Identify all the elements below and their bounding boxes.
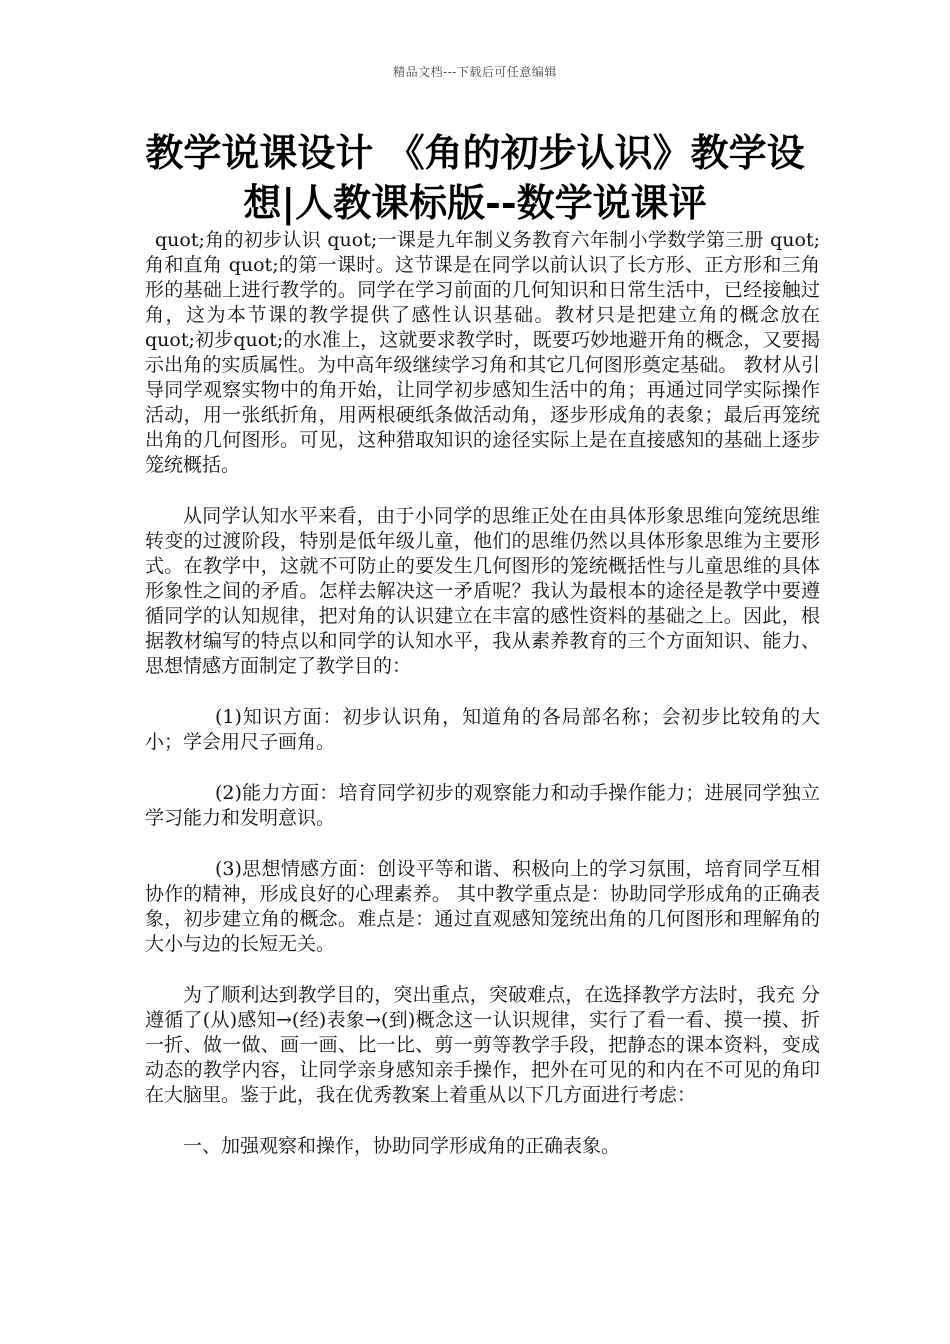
document-title: 教学说课设计 《角的初步认识》教学设想|人教课标版--数学说课评 (145, 130, 805, 225)
page-header: 精品文档---下载后可任意编辑 (393, 65, 557, 79)
paragraph-goal-knowledge: (1)知识方面：初步认识角，知道角的各局部名称；会初步比较角的大小；学会用尺子画角。 (145, 706, 820, 753)
section-heading-1: 一、加强观察和操作，协助同学形成角的正确表象。 (183, 1135, 621, 1157)
paragraph-cognition: 从同学认知水平来看，由于小同学的思维正处在由具体形象思维向笼统思维转变的过渡阶段，特别是低年级儿童，他们的思维仍然以具体形象思维为主要形式。在教学中，这就不可防止的要发生几何图形的笼统概括性与儿童思维的具体形象性之间的矛盾。怎样去解决这一矛盾呢？我认为最根本的途径是教学中要遵循同学的认知规律，把对角的认识建立在丰富的感性资料的基础之上。因此，根据教材编写的特点以和同学的认知水平，我从素养教育的三个方面知识、能力、思想情感方面制定了教学目的： (145, 505, 820, 677)
document-body (145, 228, 820, 1159)
paragraph-goal-emotion: (3)思想情感方面：创设平等和谐、积极向上的学习氛围，培育同学互相协作的精神，形成良好的心理素养。 其中教学重点是：协助同学形成角的正确表象，初步建立角的概念。难点是：通过直观感知笼统出角的几何图形和理解角的大小与边的长短无关。 (145, 858, 820, 955)
paragraph-intro: quot;角的初步认识 quot;一课是九年制义务教育六年制小学数学第三册 quot;角和直角 quot;的第一课时。这节课是在同学以前认识了长方形、正方形和三角形的基础上进行教学的。同学在学习前面的几何知识和日常生活中，已经接触过角，这为本节课的教学提供了感性认识基础。教材只是把建立角的概念放在 quot;初步quot;的水准上，这就要求教学时，既要巧妙地避开角的概念，又要揭示出角的实质属性。为中高年级继续学习角和其它几何图形奠定基础。 教材从引导同学观察实物中的角开始，让同学初步感知生活中的角；再通过同学实际操作活动，用一张纸折角，用两根硬纸条做活动角，逐步形成角的表象；最后再笼统出角的几何图形。可见，这种猎取知识的途径实际上是在直接感知的基础上逐步笼统概括。 (145, 229, 820, 476)
paragraph-methods: 为了顺利达到教学目的，突出重点，突破难点，在选择教学方法时，我充 分遵循了(从)感知→(经)表象→(到)概念这一认识规律，实行了看一看、摸一摸、折一折、做一做、画一画、比一比、剪一剪等教学手段，把静态的课本资料，变成动态的教学内容，让同学亲身感知亲手操作，把外在可见的和内在不可见的角印在大脑里。鉴于此，我在优秀教案上着重从以下几方面进行考虑： (145, 984, 820, 1106)
paragraph-goal-ability: (2)能力方面：培育同学初步的观察能力和动手操作能力；进展同学独立学习能力和发明意识。 (145, 782, 820, 829)
